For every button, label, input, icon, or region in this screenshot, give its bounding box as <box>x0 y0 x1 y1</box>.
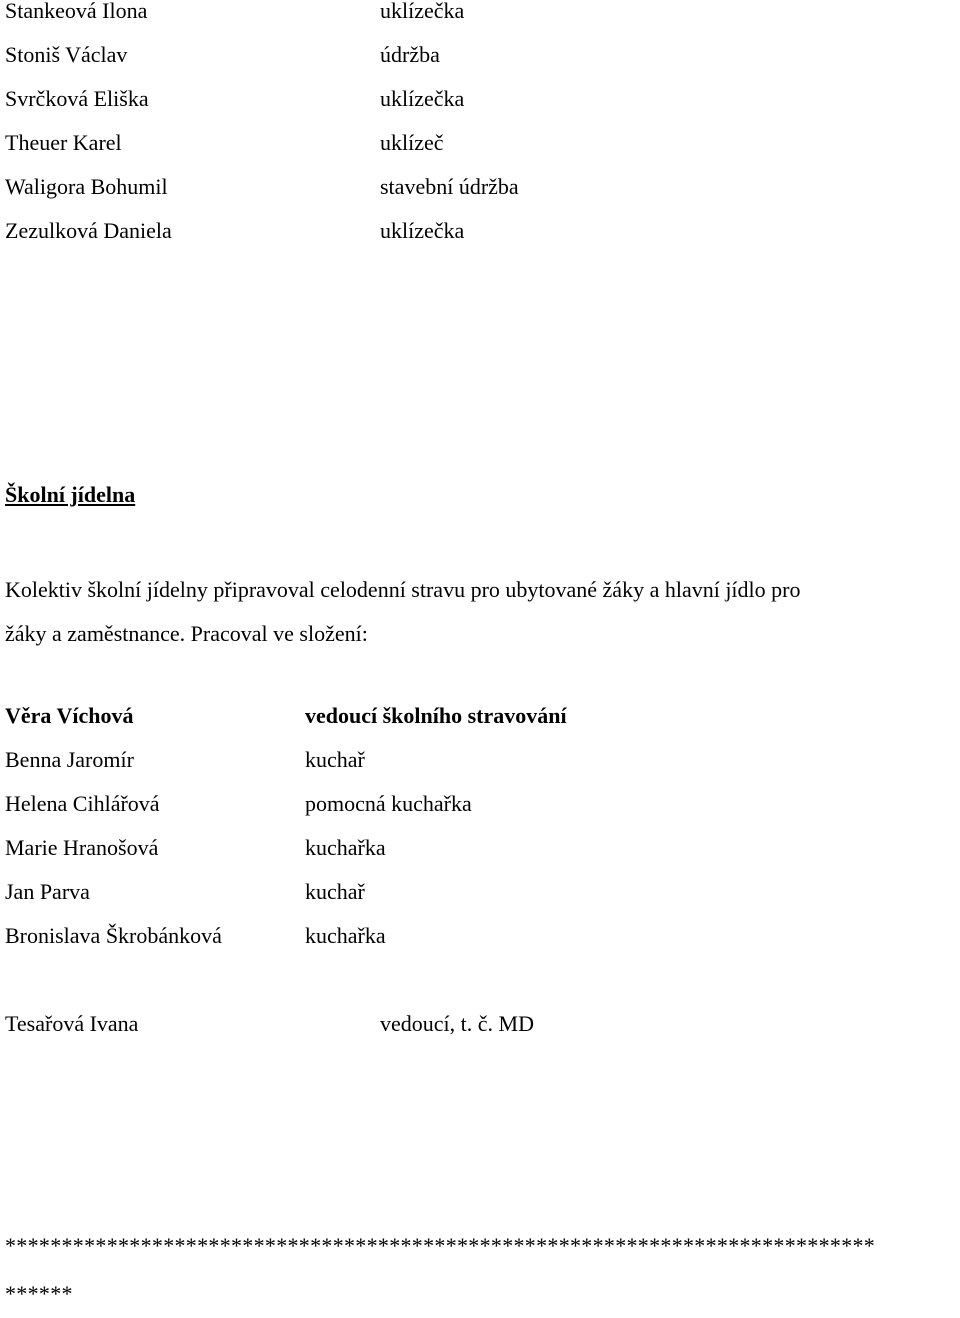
staff-name: Waligora Bohumil <box>5 174 168 199</box>
canteen-staff-row <box>5 701 567 731</box>
staff-row <box>5 216 465 246</box>
staff-name: Stoniš Václav <box>5 42 128 67</box>
staff-role: vedoucí, t. č. MD <box>380 1011 534 1036</box>
staff-role: uklízečka <box>380 86 465 111</box>
staff-role: kuchař <box>305 879 365 904</box>
staff-role: kuchař <box>305 747 365 772</box>
staff-role: kuchařka <box>305 835 386 860</box>
staff-name: Svrčková Eliška <box>5 86 149 111</box>
staff-role: vedoucí školního stravování <box>305 703 567 728</box>
staff-name: Marie Hranošová <box>5 835 159 860</box>
section-paragraph <box>5 568 945 656</box>
staff-role: stavební údržba <box>380 174 519 199</box>
staff-name: Stankeová Ilona <box>5 0 148 23</box>
section-heading: Školní jídelna <box>5 482 136 507</box>
staff-name: Věra Víchová <box>5 703 134 728</box>
paragraph-line: Kolektiv školní jídelny připravoval celodenní stravu pro ubytované žáky a hlavní jídlo pro <box>5 577 801 602</box>
extra-staff-row <box>5 1009 534 1039</box>
staff-name: Theuer Karel <box>5 130 122 155</box>
canteen-staff-row <box>5 921 386 951</box>
separator-line: ****** <box>5 1281 73 1306</box>
staff-role: uklízečka <box>380 0 465 23</box>
staff-row <box>5 172 519 202</box>
staff-role: údržba <box>380 42 440 67</box>
staff-name: Tesařová Ivana <box>5 1011 139 1036</box>
staff-role: pomocná kuchařka <box>305 791 472 816</box>
staff-role: uklízečka <box>380 218 465 243</box>
canteen-staff-row <box>5 877 365 907</box>
canteen-staff-row <box>5 789 472 819</box>
staff-name: Benna Jaromír <box>5 747 134 772</box>
staff-name: Zezulková Daniela <box>5 218 172 243</box>
staff-role: kuchařka <box>305 923 386 948</box>
staff-name: Helena Cihlářová <box>5 791 160 816</box>
staff-row <box>5 40 440 70</box>
paragraph-line: žáky a zaměstnance. Pracoval ve složení: <box>5 621 368 646</box>
staff-name: Bronislava Škrobánková <box>5 923 222 948</box>
staff-row <box>5 128 444 158</box>
staff-row <box>5 0 465 26</box>
staff-row <box>5 84 465 114</box>
canteen-staff-row <box>5 833 386 863</box>
separator-line: ***************************************************************************** <box>5 1233 876 1258</box>
asterisk-separator <box>5 1222 875 1318</box>
canteen-staff-row <box>5 745 365 775</box>
staff-role: uklízeč <box>380 130 444 155</box>
staff-name: Jan Parva <box>5 879 90 904</box>
